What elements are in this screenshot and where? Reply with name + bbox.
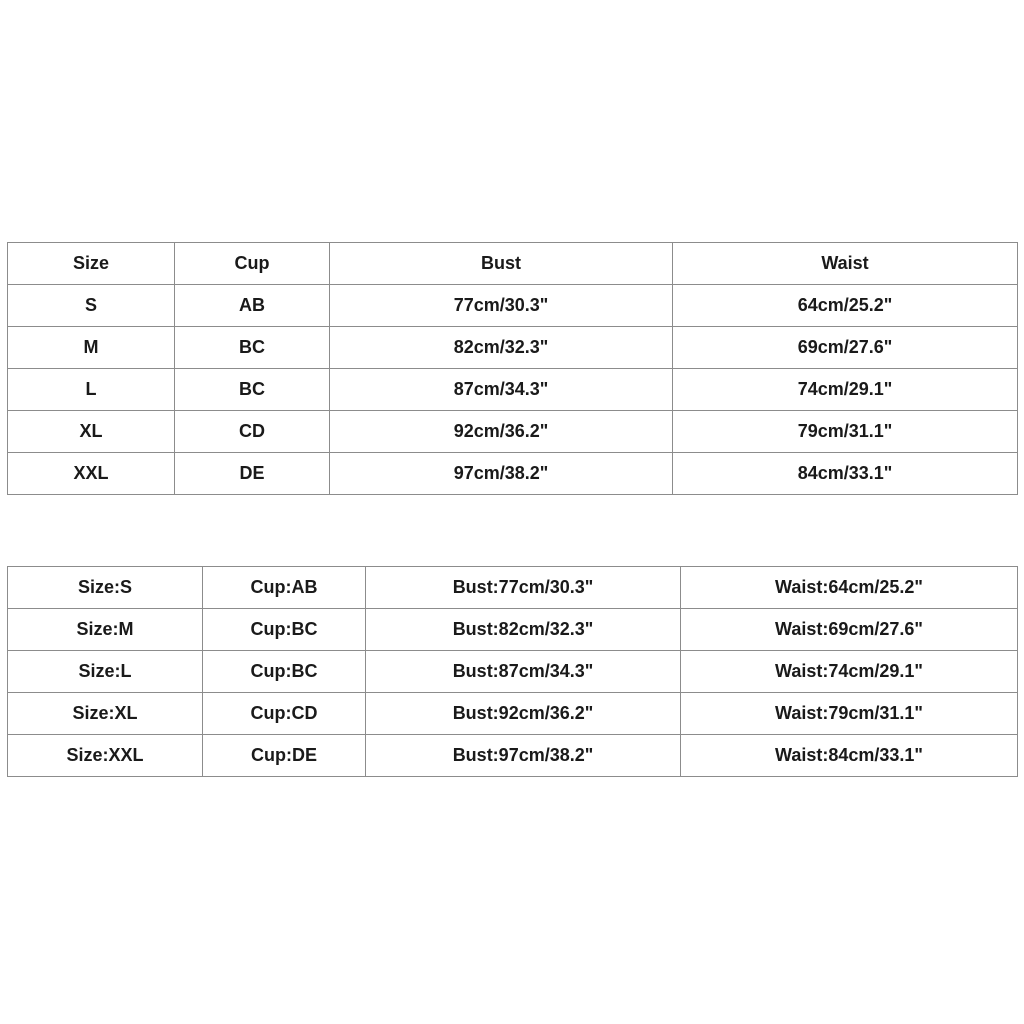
size-cell: Size:XL: [8, 693, 203, 735]
waist-cell: 69cm/27.6": [673, 327, 1018, 369]
table-row: [8, 735, 1018, 777]
waist-cell: Waist:79cm/31.1": [681, 693, 1018, 735]
waist-cell: Waist:84cm/33.1": [681, 735, 1018, 777]
bust-cell: 92cm/36.2": [330, 411, 673, 453]
cup-cell: CD: [175, 411, 330, 453]
header-bust: Bust: [330, 243, 673, 285]
waist-cell: Waist:74cm/29.1": [681, 651, 1018, 693]
table-row: [8, 693, 1018, 735]
bust-cell: 77cm/30.3": [330, 285, 673, 327]
table-row: [8, 369, 1018, 411]
table-row: [8, 453, 1018, 495]
table-row: [8, 327, 1018, 369]
size-cell: M: [8, 327, 175, 369]
bust-cell: Bust:82cm/32.3": [366, 609, 681, 651]
bust-cell: Bust:87cm/34.3": [366, 651, 681, 693]
table-row: [8, 411, 1018, 453]
table-row: [8, 285, 1018, 327]
size-cell: Size:M: [8, 609, 203, 651]
size-cell: L: [8, 369, 175, 411]
bust-cell: 97cm/38.2": [330, 453, 673, 495]
cup-cell: AB: [175, 285, 330, 327]
cup-cell: DE: [175, 453, 330, 495]
waist-cell: Waist:69cm/27.6": [681, 609, 1018, 651]
table-row: [8, 567, 1018, 609]
size-chart-table: [7, 242, 1018, 495]
cup-cell: Cup:DE: [203, 735, 366, 777]
bust-cell: Bust:97cm/38.2": [366, 735, 681, 777]
waist-cell: Waist:64cm/25.2": [681, 567, 1018, 609]
bust-cell: Bust:77cm/30.3": [366, 567, 681, 609]
size-cell: XL: [8, 411, 175, 453]
header-size: Size: [8, 243, 175, 285]
cup-cell: Cup:CD: [203, 693, 366, 735]
waist-cell: 64cm/25.2": [673, 285, 1018, 327]
table-row: [8, 651, 1018, 693]
size-cell: S: [8, 285, 175, 327]
bust-cell: 87cm/34.3": [330, 369, 673, 411]
cup-cell: Cup:AB: [203, 567, 366, 609]
waist-cell: 84cm/33.1": [673, 453, 1018, 495]
cup-cell: BC: [175, 327, 330, 369]
bust-cell: 82cm/32.3": [330, 327, 673, 369]
size-cell: XXL: [8, 453, 175, 495]
header-waist: Waist: [673, 243, 1018, 285]
size-cell: Size:S: [8, 567, 203, 609]
size-chart-labeled-table: [7, 566, 1018, 777]
table-row: [8, 609, 1018, 651]
header-cup: Cup: [175, 243, 330, 285]
bust-cell: Bust:92cm/36.2": [366, 693, 681, 735]
table-header-row: [8, 243, 1018, 285]
waist-cell: 79cm/31.1": [673, 411, 1018, 453]
size-cell: Size:XXL: [8, 735, 203, 777]
cup-cell: Cup:BC: [203, 651, 366, 693]
size-cell: Size:L: [8, 651, 203, 693]
cup-cell: BC: [175, 369, 330, 411]
cup-cell: Cup:BC: [203, 609, 366, 651]
waist-cell: 74cm/29.1": [673, 369, 1018, 411]
